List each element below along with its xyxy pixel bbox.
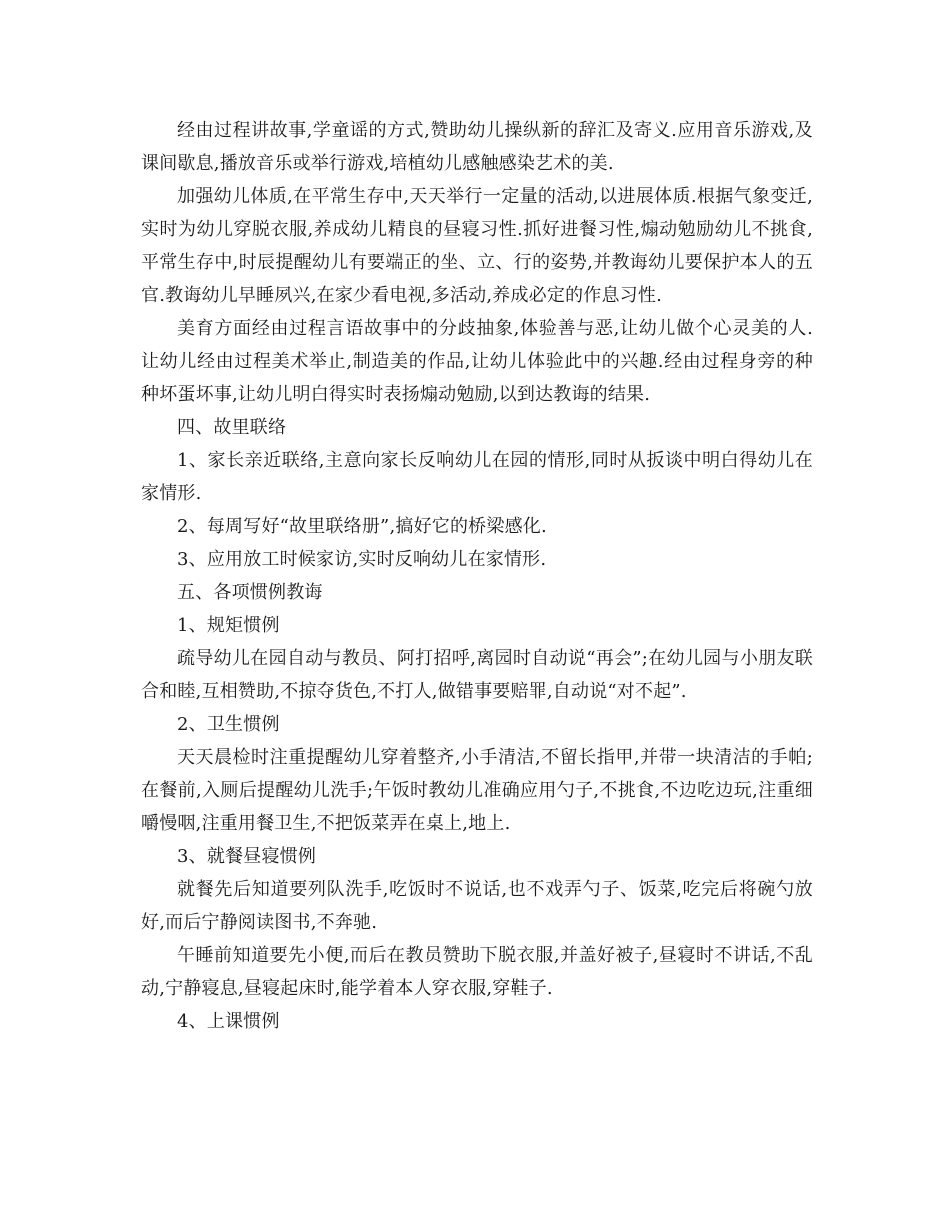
paragraph-aesthetic-education: 美育方面经由过程言语故事中的分歧抽象,体验善与恶,让幼儿做个心灵美的人.让幼儿经由过程美术举止,制造美的作品,让幼儿体验此中的兴趣.经由过程身旁的种种坏蛋坏事,让幼儿明白得实时表扬煽动勉励,以到达教诲的结果. bbox=[141, 318, 813, 405]
paragraph-physical-health: 加强幼儿体质,在平常生存中,天天举行一定量的活动,以进展体质.根据气象变迁,实时为幼儿穿脱衣服,养成幼儿精良的昼寝习性.抓好进餐习性,煽动勉励幼儿不挑食,平常生存中,时辰提醒幼儿有要端正的坐、立、行的姿势,并教诲幼儿要保护本人的五官.教诲幼儿早睡夙兴,在家少看电视,多活动,养成必定的作息习性. bbox=[141, 186, 813, 306]
section-heading-home-school: 四、故里联络 bbox=[177, 417, 287, 438]
document-body bbox=[141, 114, 813, 1038]
subheading-manners: 1、规矩惯例 bbox=[177, 615, 280, 636]
section-heading-routines: 五、各项惯例教诲 bbox=[177, 582, 323, 603]
list-item-weekly-book: 2、每周写好“故里联络册”,搞好它的桥梁感化. bbox=[177, 516, 547, 537]
list-item-parent-contact: 1、家长亲近联络,主意向家长反响幼儿在园的情形,同时从扳谈中明白得幼儿在家情形. bbox=[141, 450, 813, 504]
subheading-hygiene: 2、卫生惯例 bbox=[177, 714, 280, 735]
subheading-class: 4、上课惯例 bbox=[177, 1011, 280, 1032]
paragraph-art-education: 经由过程讲故事,学童谣的方式,赞助幼儿操纵新的辞汇及寄义.应用音乐游戏,及课间歇息,播放音乐或举行游戏,培植幼儿感触感染艺术的美. bbox=[141, 120, 813, 174]
list-item-home-visit: 3、应用放工时候家访,实时反响幼儿在家情形. bbox=[177, 549, 547, 570]
paragraph-manners: 疏导幼儿在园自动与教员、阿打招呼,离园时自动说“再会”;在幼儿园与小朋友联合和睦,互相赞助,不掠夺货色,不打人,做错事要赔罪,自动说“对不起”. bbox=[141, 648, 813, 702]
paragraph-nap: 午睡前知道要先小便,而后在教员赞助下脱衣服,并盖好被子,昼寝时不讲话,不乱动,宁静寝息,昼寝起床时,能学着本人穿衣服,穿鞋子. bbox=[141, 945, 813, 999]
paragraph-hygiene: 天天晨检时注重提醒幼儿穿着整齐,小手清洁,不留长指甲,并带一块清洁的手帕;在餐前,入厕后提醒幼儿洗手;午饭时教幼儿准确应用勺子,不挑食,不边吃边玩,注重细嚼慢咽,注重用餐卫生,不把饭菜弄在桌上,地上. bbox=[141, 747, 813, 834]
subheading-meal-nap: 3、就餐昼寝惯例 bbox=[177, 846, 317, 867]
paragraph-meal: 就餐先后知道要列队洗手,吃饭时不说话,也不戏弄勺子、饭菜,吃完后将碗勺放好,而后宁静阅读图书,不奔驰. bbox=[141, 879, 813, 933]
